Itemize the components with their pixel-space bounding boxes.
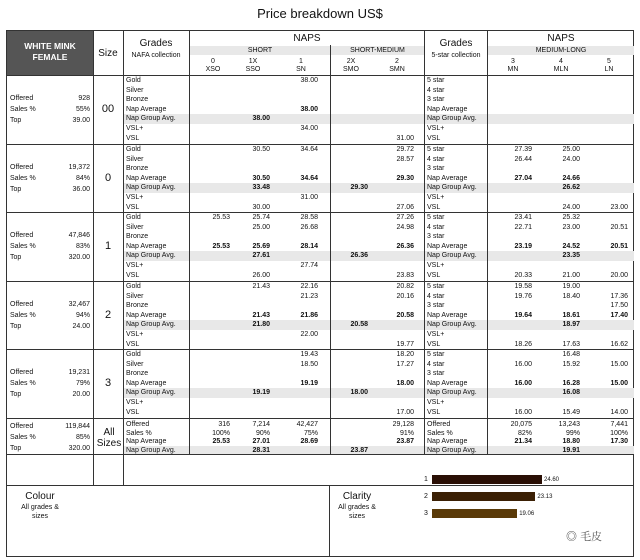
stat-label: Sales % xyxy=(10,380,36,387)
price-cell: 16.00 xyxy=(514,408,532,416)
stat-label: Sales % xyxy=(10,434,36,441)
star-label: 5 star xyxy=(427,146,445,153)
price-cell: 31.00 xyxy=(300,194,318,201)
stat-value: 79% xyxy=(75,380,90,387)
summary-cell: 42,427 xyxy=(296,421,318,428)
grade-label: VSL xyxy=(126,203,140,211)
summary-cell: 91% xyxy=(399,429,414,437)
summary-cell: 29,128 xyxy=(392,421,414,428)
grade-label: Gold xyxy=(126,283,141,290)
size-value: All Sizes xyxy=(96,427,122,449)
star-label: 3 star xyxy=(427,233,445,241)
price-cell: 24.00 xyxy=(562,155,580,163)
price-cell: 27.04 xyxy=(514,174,532,182)
summary-label: Nap Average xyxy=(427,438,468,445)
col-code: SSO xyxy=(245,66,261,73)
summary-cell: 316 xyxy=(218,421,230,428)
stat-value: 320.00 xyxy=(68,254,90,261)
star-label: Nap Group Avg. xyxy=(427,321,477,329)
price-cell: 20.58 xyxy=(350,321,368,329)
grade-label: Gold xyxy=(126,351,141,358)
price-cell: 34.64 xyxy=(300,146,318,153)
price-cell: 27.61 xyxy=(252,252,270,260)
star-label: VSL+ xyxy=(427,331,445,338)
grade-label: Silver xyxy=(126,360,144,368)
price-cell: 30.50 xyxy=(252,146,270,153)
price-cell: 23.41 xyxy=(514,214,532,221)
price-cell: 17.36 xyxy=(610,292,628,300)
price-cell: 15.00 xyxy=(610,379,628,387)
stat-label: Offered xyxy=(10,369,34,376)
star-label: VSL xyxy=(427,134,441,142)
price-cell: 26.36 xyxy=(396,242,414,250)
page-title: Price breakdown US$ xyxy=(257,6,383,21)
grade-label: Silver xyxy=(126,223,144,231)
nafa-collection-label: NAFA collection xyxy=(131,52,181,59)
price-cell: 21.86 xyxy=(300,311,318,319)
clarity-subtitle: All grades & sizes xyxy=(338,504,376,520)
price-cell: 21.00 xyxy=(562,271,580,279)
summary-label: Sales % xyxy=(427,429,453,437)
clarity-bar-value: 19.06 xyxy=(519,511,535,517)
price-cell: 30.00 xyxy=(252,203,270,211)
price-cell: 24.00 xyxy=(562,203,580,211)
summary-cell: 90% xyxy=(255,429,270,437)
summary-label: Nap Average xyxy=(126,438,167,445)
price-cell: 19.58 xyxy=(514,283,532,290)
price-cell: 28.57 xyxy=(396,155,414,163)
price-cell: 19.77 xyxy=(396,340,414,348)
grade-label: Bronze xyxy=(126,233,149,241)
col-code: SMN xyxy=(389,66,405,73)
summary-cell: 20,075 xyxy=(510,421,532,428)
summary-cell: 21.34 xyxy=(514,438,532,445)
price-cell: 27.74 xyxy=(300,262,318,269)
star-label: VSL xyxy=(427,203,441,211)
grade-label: VSL xyxy=(126,134,140,142)
price-cell: 25.32 xyxy=(562,214,580,221)
price-cell: 25.69 xyxy=(252,242,270,250)
price-cell: 20.16 xyxy=(396,292,414,300)
price-cell: 14.00 xyxy=(610,408,628,416)
price-cell: 27.06 xyxy=(396,203,414,211)
grades-header-right: Grades xyxy=(439,38,473,49)
summary-cell: 28.31 xyxy=(252,446,270,454)
grade-label: Nap Group Avg. xyxy=(126,115,176,123)
clarity-bar-value: 24.60 xyxy=(544,477,560,483)
star-label: 4 star xyxy=(427,292,445,300)
wechat-icon: ◎ xyxy=(566,531,577,543)
price-cell: 20.51 xyxy=(610,242,628,250)
stat-label: Offered xyxy=(10,301,34,308)
stat-label: Top xyxy=(10,117,22,124)
price-cell: 34.64 xyxy=(300,174,318,182)
stat-value: 36.00 xyxy=(72,186,90,193)
price-cell: 23.00 xyxy=(562,223,580,231)
star-label: VSL+ xyxy=(427,125,445,132)
price-cell: 16.28 xyxy=(562,379,580,387)
summary-cell: 28.69 xyxy=(300,438,318,445)
grade-label: Nap Average xyxy=(126,242,167,250)
price-cell: 17.40 xyxy=(610,311,628,319)
price-cell: 20.00 xyxy=(610,271,628,279)
clarity-bar xyxy=(432,492,535,501)
col-code: SN xyxy=(296,66,306,73)
summary-label: Nap Group Avg. xyxy=(126,446,176,454)
grade-label: Nap Average xyxy=(126,311,167,319)
short-header: SHORT xyxy=(190,46,330,55)
size-value: 2 xyxy=(104,309,112,321)
price-cell: 33.48 xyxy=(252,184,270,192)
summary-cell: 17.30 xyxy=(610,438,628,445)
price-cell: 38.00 xyxy=(300,77,318,84)
summary-cell: 25.53 xyxy=(212,438,230,445)
price-cell: 17.27 xyxy=(396,360,414,368)
price-cell: 30.50 xyxy=(252,174,270,182)
col-code: LN xyxy=(604,66,614,73)
stat-value: 320.00 xyxy=(68,445,90,452)
grade-label: Nap Group Avg. xyxy=(126,389,176,397)
stat-label: Sales % xyxy=(10,243,36,250)
price-cell: 38.00 xyxy=(252,115,270,123)
watermark-text: 毛皮 xyxy=(580,531,603,543)
star-label: 5 star xyxy=(427,283,445,290)
stat-value: 84% xyxy=(75,175,90,182)
price-cell: 23.83 xyxy=(396,271,414,279)
star-label: 4 star xyxy=(427,223,445,231)
price-cell: 23.19 xyxy=(514,242,532,250)
summary-label: Offered xyxy=(126,421,150,428)
price-cell: 22.71 xyxy=(514,223,532,231)
grade-label: Gold xyxy=(126,146,141,153)
stat-value: 19,372 xyxy=(68,164,90,171)
summary-label: Sales % xyxy=(126,429,152,437)
price-cell: 27.26 xyxy=(396,214,414,221)
stat-label: Top xyxy=(10,186,22,193)
grade-label: Nap Group Avg. xyxy=(126,321,176,329)
price-cell: 17.50 xyxy=(610,302,628,310)
grade-label: VSL+ xyxy=(126,194,144,201)
price-cell: 22.16 xyxy=(300,283,318,290)
star-label: VSL xyxy=(427,271,441,279)
grade-label: VSL xyxy=(126,340,140,348)
clarity-bar-label: 2 xyxy=(424,493,428,500)
summary-cell: 7,214 xyxy=(252,421,270,428)
colour-title: Colour xyxy=(25,491,55,502)
stat-label: Top xyxy=(10,445,22,452)
stat-label: Sales % xyxy=(10,175,36,182)
star-label: 5 star xyxy=(427,77,445,84)
price-cell: 26.62 xyxy=(562,184,580,192)
grade-label: Bronze xyxy=(126,302,149,310)
stat-value: 32,467 xyxy=(68,301,90,308)
col-num: 1X xyxy=(248,58,258,65)
summary-label: Nap Group Avg. xyxy=(427,446,477,454)
col-code: SMO xyxy=(343,66,359,73)
price-cell: 18.40 xyxy=(562,292,580,300)
price-cell: 19.76 xyxy=(514,292,532,300)
grade-label: Nap Average xyxy=(126,105,167,113)
group-avg-band xyxy=(124,114,634,124)
price-cell: 24.52 xyxy=(562,242,580,250)
size-value: 1 xyxy=(104,240,112,252)
star-label: VSL+ xyxy=(427,262,445,269)
price-cell: 25.00 xyxy=(562,146,580,153)
stat-label: Offered xyxy=(10,164,34,171)
price-cell: 18.00 xyxy=(350,389,368,397)
price-cell: 18.50 xyxy=(300,360,318,368)
price-cell: 16.48 xyxy=(562,351,580,358)
summary-cell: 75% xyxy=(303,429,318,437)
price-cell: 29.30 xyxy=(350,184,368,192)
price-cell: 28.58 xyxy=(300,214,318,221)
grade-label: Gold xyxy=(126,77,141,84)
col-code: MN xyxy=(507,66,519,73)
stat-value: 47,846 xyxy=(68,232,90,239)
naps-header-left: NAPS xyxy=(293,33,321,44)
price-cell: 24.98 xyxy=(396,223,414,231)
stat-value: 119,844 xyxy=(65,423,90,430)
stat-label: Offered xyxy=(10,232,34,239)
price-cell: 26.68 xyxy=(300,223,318,231)
stat-value: 24.00 xyxy=(72,323,90,330)
star-label: 5 star xyxy=(427,351,445,358)
price-cell: 25.74 xyxy=(252,214,270,221)
summary-cell: 7,441 xyxy=(610,421,628,428)
summary-label: Offered xyxy=(427,421,451,428)
col-num: 0 xyxy=(211,58,215,65)
stat-value: 85% xyxy=(75,434,90,441)
price-cell: 19.43 xyxy=(300,351,318,358)
stat-value: 39.00 xyxy=(72,117,90,124)
price-cell: 18.00 xyxy=(396,379,414,387)
col-code: MLN xyxy=(553,66,569,73)
star-label: Nap Average xyxy=(427,105,468,113)
price-cell: 20.51 xyxy=(610,223,628,231)
stat-value: 83% xyxy=(75,243,90,250)
summary-cell: 100% xyxy=(610,429,628,437)
col-num: 2X xyxy=(346,58,356,65)
grade-label: Nap Average xyxy=(126,174,167,182)
price-cell: 17.63 xyxy=(562,340,580,348)
grade-label: Nap Group Avg. xyxy=(126,252,176,260)
col-num: 2 xyxy=(395,58,399,65)
star-label: 4 star xyxy=(427,360,445,368)
naps-header-right: NAPS xyxy=(547,33,575,44)
price-cell: 26.00 xyxy=(252,271,270,279)
stat-label: Top xyxy=(10,323,22,330)
price-cell: 23.00 xyxy=(610,203,628,211)
grade-label: Bronze xyxy=(126,165,149,173)
grade-label: Gold xyxy=(126,214,141,221)
star-label: 4 star xyxy=(427,86,445,94)
clarity-bar xyxy=(432,475,542,484)
price-cell: 16.00 xyxy=(514,360,532,368)
grade-label: VSL+ xyxy=(126,262,144,269)
stat-label: Sales % xyxy=(10,312,36,319)
star-label: Nap Average xyxy=(427,379,468,387)
price-cell: 19.19 xyxy=(252,389,270,397)
price-cell: 19.19 xyxy=(300,379,318,387)
stat-label: Offered xyxy=(10,95,34,102)
col-num: 3 xyxy=(511,58,515,65)
summary-cell: 19.91 xyxy=(562,446,580,454)
star-label: Nap Group Avg. xyxy=(427,389,477,397)
col-num: 4 xyxy=(559,58,563,65)
price-cell: 19.64 xyxy=(514,311,532,319)
grade-label: Bronze xyxy=(126,370,149,378)
price-cell: 25.53 xyxy=(212,242,230,250)
star-label: 3 star xyxy=(427,370,445,378)
price-cell: 16.00 xyxy=(514,379,532,387)
price-cell: 16.08 xyxy=(562,389,580,397)
clarity-bar-label: 1 xyxy=(424,476,428,483)
star-label: VSL+ xyxy=(427,194,445,201)
star-label: 4 star xyxy=(427,155,445,163)
star-label: 3 star xyxy=(427,302,445,310)
clarity-bar xyxy=(432,509,517,518)
summary-cell: 23.87 xyxy=(350,446,368,454)
price-cell: 26.44 xyxy=(514,155,532,163)
star-label: 3 star xyxy=(427,96,445,104)
summary-cell: 23.87 xyxy=(396,438,414,445)
clarity-bar-label: 3 xyxy=(424,510,428,517)
col-code: XSO xyxy=(205,66,221,73)
star-label: Nap Group Avg. xyxy=(427,252,477,260)
five-star-collection-label: 5-star collection xyxy=(431,52,481,59)
price-cell: 18.61 xyxy=(562,311,580,319)
price-cell: 25.00 xyxy=(252,223,270,231)
star-label: Nap Average xyxy=(427,242,468,250)
watermark xyxy=(566,528,626,544)
grade-label: Bronze xyxy=(126,96,149,104)
grade-label: VSL xyxy=(126,271,140,279)
star-label: 5 star xyxy=(427,214,445,221)
price-cell: 18.97 xyxy=(562,321,580,329)
summary-cell: 18.80 xyxy=(562,438,580,445)
price-cell: 20.58 xyxy=(396,311,414,319)
price-cell: 20.33 xyxy=(514,271,532,279)
price-cell: 17.00 xyxy=(396,408,414,416)
star-label: Nap Average xyxy=(427,174,468,182)
price-cell: 15.92 xyxy=(562,360,580,368)
grade-label: VSL+ xyxy=(126,331,144,338)
grade-label: Silver xyxy=(126,292,144,300)
price-cell: 15.00 xyxy=(610,360,628,368)
summary-cell: 82% xyxy=(517,429,532,437)
summary-cell: 99% xyxy=(565,429,580,437)
price-cell: 21.43 xyxy=(252,311,270,319)
star-label: VSL+ xyxy=(427,399,445,406)
price-cell: 31.00 xyxy=(396,134,414,142)
summary-cell: 100% xyxy=(212,429,230,437)
price-cell: 20.82 xyxy=(396,283,414,290)
price-cell: 28.14 xyxy=(300,242,318,250)
grade-label: VSL+ xyxy=(126,125,144,132)
price-cell: 21.43 xyxy=(252,283,270,290)
colour-subtitle: All grades & sizes xyxy=(21,504,59,520)
star-label: 3 star xyxy=(427,165,445,173)
stat-label: Top xyxy=(10,254,22,261)
star-label: Nap Average xyxy=(427,311,468,319)
stat-label: Sales % xyxy=(10,106,36,113)
star-label: Nap Group Avg. xyxy=(427,115,477,123)
medium-long-header: MEDIUM-LONG xyxy=(488,46,634,55)
summary-cell: 27.01 xyxy=(252,438,270,445)
col-num: 1 xyxy=(299,58,303,65)
price-cell: 29.72 xyxy=(396,146,414,153)
size-value: 0 xyxy=(104,172,112,184)
mink-type-header: WHITE MINK FEMALE xyxy=(7,31,93,75)
size-value: 3 xyxy=(104,377,112,389)
summary-cell: 13,243 xyxy=(558,421,580,428)
stat-value: 928 xyxy=(78,95,90,102)
short-medium-header: SHORT-MEDIUM xyxy=(331,46,424,55)
price-cell: 24.66 xyxy=(562,174,580,182)
price-cell: 15.49 xyxy=(562,408,580,416)
price-cell: 18.20 xyxy=(396,351,414,358)
stat-value: 20.00 xyxy=(72,391,90,398)
price-cell: 27.39 xyxy=(514,146,532,153)
stat-value: 94% xyxy=(75,312,90,319)
star-label: VSL xyxy=(427,408,441,416)
grade-label: VSL xyxy=(126,408,140,416)
price-cell: 23.35 xyxy=(562,252,580,260)
price-cell: 25.53 xyxy=(212,214,230,221)
grade-label: VSL+ xyxy=(126,399,144,406)
stat-label: Top xyxy=(10,391,22,398)
price-cell: 19.00 xyxy=(562,283,580,290)
price-cell: 21.80 xyxy=(252,321,270,329)
star-label: VSL xyxy=(427,340,441,348)
clarity-title: Clarity xyxy=(342,491,372,502)
price-cell: 34.00 xyxy=(300,125,318,132)
clarity-bar-value: 23.13 xyxy=(537,494,553,500)
price-cell: 22.00 xyxy=(300,331,318,338)
price-cell: 29.30 xyxy=(396,174,414,182)
stat-label: Offered xyxy=(10,423,34,430)
price-cell: 38.00 xyxy=(300,105,318,113)
stat-value: 19,231 xyxy=(68,369,90,376)
price-cell: 26.36 xyxy=(350,252,368,260)
stat-value: 55% xyxy=(75,106,90,113)
price-cell: 18.26 xyxy=(514,340,532,348)
grade-label: Silver xyxy=(126,155,144,163)
price-cell: 16.62 xyxy=(610,340,628,348)
price-cell: 21.23 xyxy=(300,292,318,300)
size-header: Size xyxy=(98,48,118,59)
grade-label: Nap Average xyxy=(126,379,167,387)
star-label: Nap Group Avg. xyxy=(427,184,477,192)
grade-label: Silver xyxy=(126,86,144,94)
size-value: 00 xyxy=(101,103,115,115)
col-num: 5 xyxy=(607,58,611,65)
grade-label: Nap Group Avg. xyxy=(126,184,176,192)
grades-header: Grades xyxy=(139,38,173,49)
